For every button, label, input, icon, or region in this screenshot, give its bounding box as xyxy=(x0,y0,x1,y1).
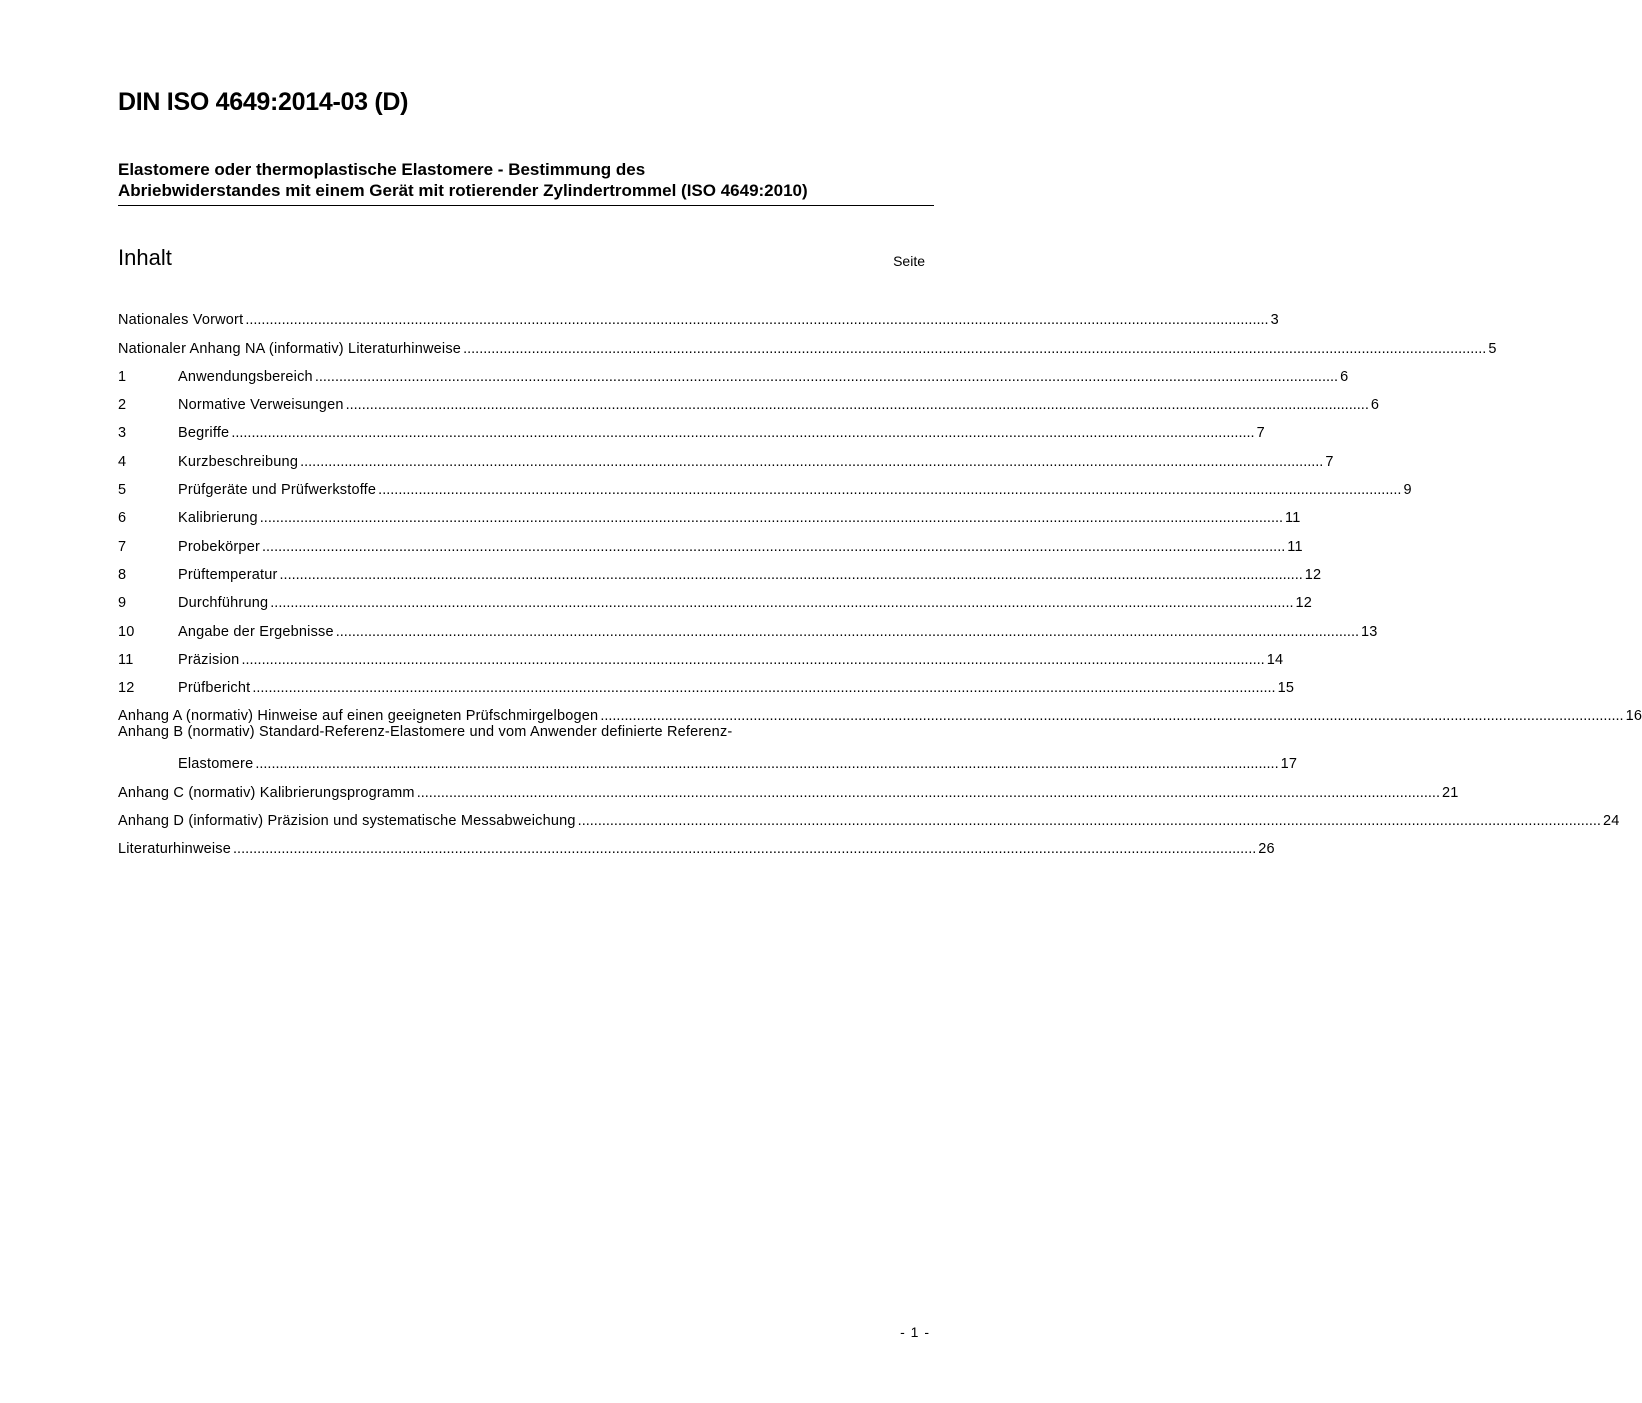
toc-entry-page: 21 xyxy=(1441,784,1459,801)
toc-leader-dots xyxy=(233,841,1256,857)
toc-entry-page: 15 xyxy=(1277,680,1295,697)
toc-entry-page: 13 xyxy=(1361,623,1378,640)
table-of-contents xyxy=(118,300,1642,858)
toc-leader-dots xyxy=(417,785,1440,801)
toc-entry-title: Präzision xyxy=(178,651,240,668)
toc-leader-dots xyxy=(252,680,1275,696)
toc-entry-title: Begriffe xyxy=(178,425,230,442)
toc-entry-number: 12 xyxy=(118,680,135,697)
toc-entry[interactable] xyxy=(118,611,1378,640)
toc-entry-page: 11 xyxy=(1285,510,1301,527)
toc-entry[interactable] xyxy=(118,801,1620,830)
toc-entry-title: Anwendungsbereich xyxy=(178,368,313,385)
toc-heading: Inhalt xyxy=(118,245,172,270)
toc-entry-title: Angabe der Ergebnisse xyxy=(178,623,334,640)
toc-entry[interactable] xyxy=(118,668,1295,697)
toc-entry-page: 17 xyxy=(1280,756,1298,773)
toc-entry-title: Anhang C (normativ) Kalibrierungsprogramm xyxy=(118,784,415,801)
toc-leader-dots xyxy=(260,510,1283,526)
toc-leader-dots xyxy=(463,341,1486,357)
toc-entry-page: 3 xyxy=(1270,312,1279,329)
toc-entry-number: 5 xyxy=(118,482,127,499)
toc-leader-dots xyxy=(231,425,1254,441)
toc-leader-dots xyxy=(346,397,1369,413)
toc-entry-page: 12 xyxy=(1304,566,1322,583)
toc-entry-number: 6 xyxy=(118,510,127,527)
toc-entry[interactable] xyxy=(118,526,1303,555)
toc-entry[interactable] xyxy=(118,328,1497,357)
toc-entry-title: Durchführung xyxy=(178,595,269,612)
toc-leader-dots xyxy=(600,708,1623,724)
toc-entry-number: 2 xyxy=(118,397,127,414)
toc-entry-page: 6 xyxy=(1370,397,1380,414)
toc-entry-number: 11 xyxy=(118,651,134,668)
toc-entry-title: Anhang D (informativ) Präzision und systematische Messabweichung xyxy=(118,813,576,830)
toc-entry[interactable] xyxy=(118,470,1412,499)
toc-entry[interactable] xyxy=(118,300,1279,329)
toc-leader-dots xyxy=(241,652,1264,668)
toc-entry-page: 9 xyxy=(1403,482,1412,499)
toc-entry[interactable] xyxy=(118,696,1642,725)
toc-entry-page: 7 xyxy=(1256,425,1265,442)
toc-leader-dots xyxy=(300,454,1323,470)
toc-entry[interactable] xyxy=(118,724,1298,773)
toc-entry[interactable] xyxy=(118,357,1349,385)
toc-leader-dots xyxy=(262,539,1285,555)
toc-entry[interactable] xyxy=(118,772,1459,801)
toc-entry-title: Prüfbericht xyxy=(178,680,251,697)
toc-entry-title: Prüftemperatur xyxy=(178,566,278,583)
toc-entry-title: Kurzbeschreibung xyxy=(178,453,299,470)
toc-entry-number: 9 xyxy=(118,595,127,612)
toc-leader-dots xyxy=(270,595,1293,611)
toc-entry-page: 26 xyxy=(1258,841,1275,858)
toc-entry-number: 4 xyxy=(118,453,127,470)
toc-entry[interactable] xyxy=(118,555,1322,583)
toc-entry[interactable] xyxy=(118,385,1380,414)
toc-leader-dots xyxy=(336,624,1359,640)
toc-entry-title: Literaturhinweise xyxy=(118,841,232,858)
toc-entry-title: Kalibrierung xyxy=(178,510,258,527)
toc-leader-dots xyxy=(245,312,1268,328)
toc-entry[interactable] xyxy=(118,640,1284,668)
document-title: DIN ISO 4649:2014-03 (D) xyxy=(118,88,409,116)
toc-leader-dots xyxy=(578,813,1601,829)
toc-entry-title: Anhang A (normativ) Hinweise auf einen geeigneten Prüfschmirgelbogen xyxy=(118,708,599,725)
toc-entry-number: 7 xyxy=(118,538,127,555)
toc-entry-title: Probekörper xyxy=(178,538,260,555)
toc-entry-page: 16 xyxy=(1625,708,1642,725)
toc-entry[interactable] xyxy=(118,583,1313,612)
subtitle-line-1: Elastomere oder thermoplastische Elastomere - Bestimmung des xyxy=(118,160,646,179)
toc-leader-dots xyxy=(315,369,1338,385)
toc-entry[interactable] xyxy=(118,413,1265,442)
toc-entry-page: 14 xyxy=(1266,651,1284,668)
page-number: - 1 - xyxy=(900,1324,930,1340)
toc-entry-title-continued: Elastomere xyxy=(178,756,254,773)
toc-entry[interactable] xyxy=(118,829,1275,858)
toc-entry-page: 6 xyxy=(1340,368,1349,385)
subtitle-line-2: Abriebwiderstandes mit einem Gerät mit rotierender Zylindertrommel (ISO 4649:2010) xyxy=(118,181,808,200)
toc-entry-page: 24 xyxy=(1602,813,1620,830)
toc-entry-page: 11 xyxy=(1287,538,1303,555)
toc-leader-dots xyxy=(255,756,1278,772)
toc-entry-title: Anhang B (normativ) Standard-Referenz-Elastomere und vom Anwender definierte Referenz- xyxy=(118,724,733,741)
document-subtitle xyxy=(118,159,934,206)
toc-entry-page: 7 xyxy=(1325,453,1334,470)
toc-leader-dots xyxy=(280,567,1303,583)
toc-entry-page: 5 xyxy=(1488,340,1497,357)
toc-entry-page: 12 xyxy=(1295,595,1313,612)
toc-entry-number: 3 xyxy=(118,425,127,442)
toc-entry[interactable] xyxy=(118,441,1334,470)
toc-entry-title: Normative Verweisungen xyxy=(178,397,344,414)
toc-page-column-label: Seite xyxy=(893,253,925,269)
toc-entry-number: 1 xyxy=(118,368,127,385)
toc-entry[interactable] xyxy=(118,498,1301,527)
toc-entry-number: 8 xyxy=(118,566,127,583)
toc-entry-title: Prüfgeräte und Prüfwerkstoffe xyxy=(178,482,377,499)
toc-entry-title: Nationales Vorwort xyxy=(118,312,244,329)
toc-entry-title: Nationaler Anhang NA (informativ) Literaturhinweise xyxy=(118,340,462,357)
toc-leader-dots xyxy=(378,482,1401,498)
toc-entry-number: 10 xyxy=(118,623,135,640)
